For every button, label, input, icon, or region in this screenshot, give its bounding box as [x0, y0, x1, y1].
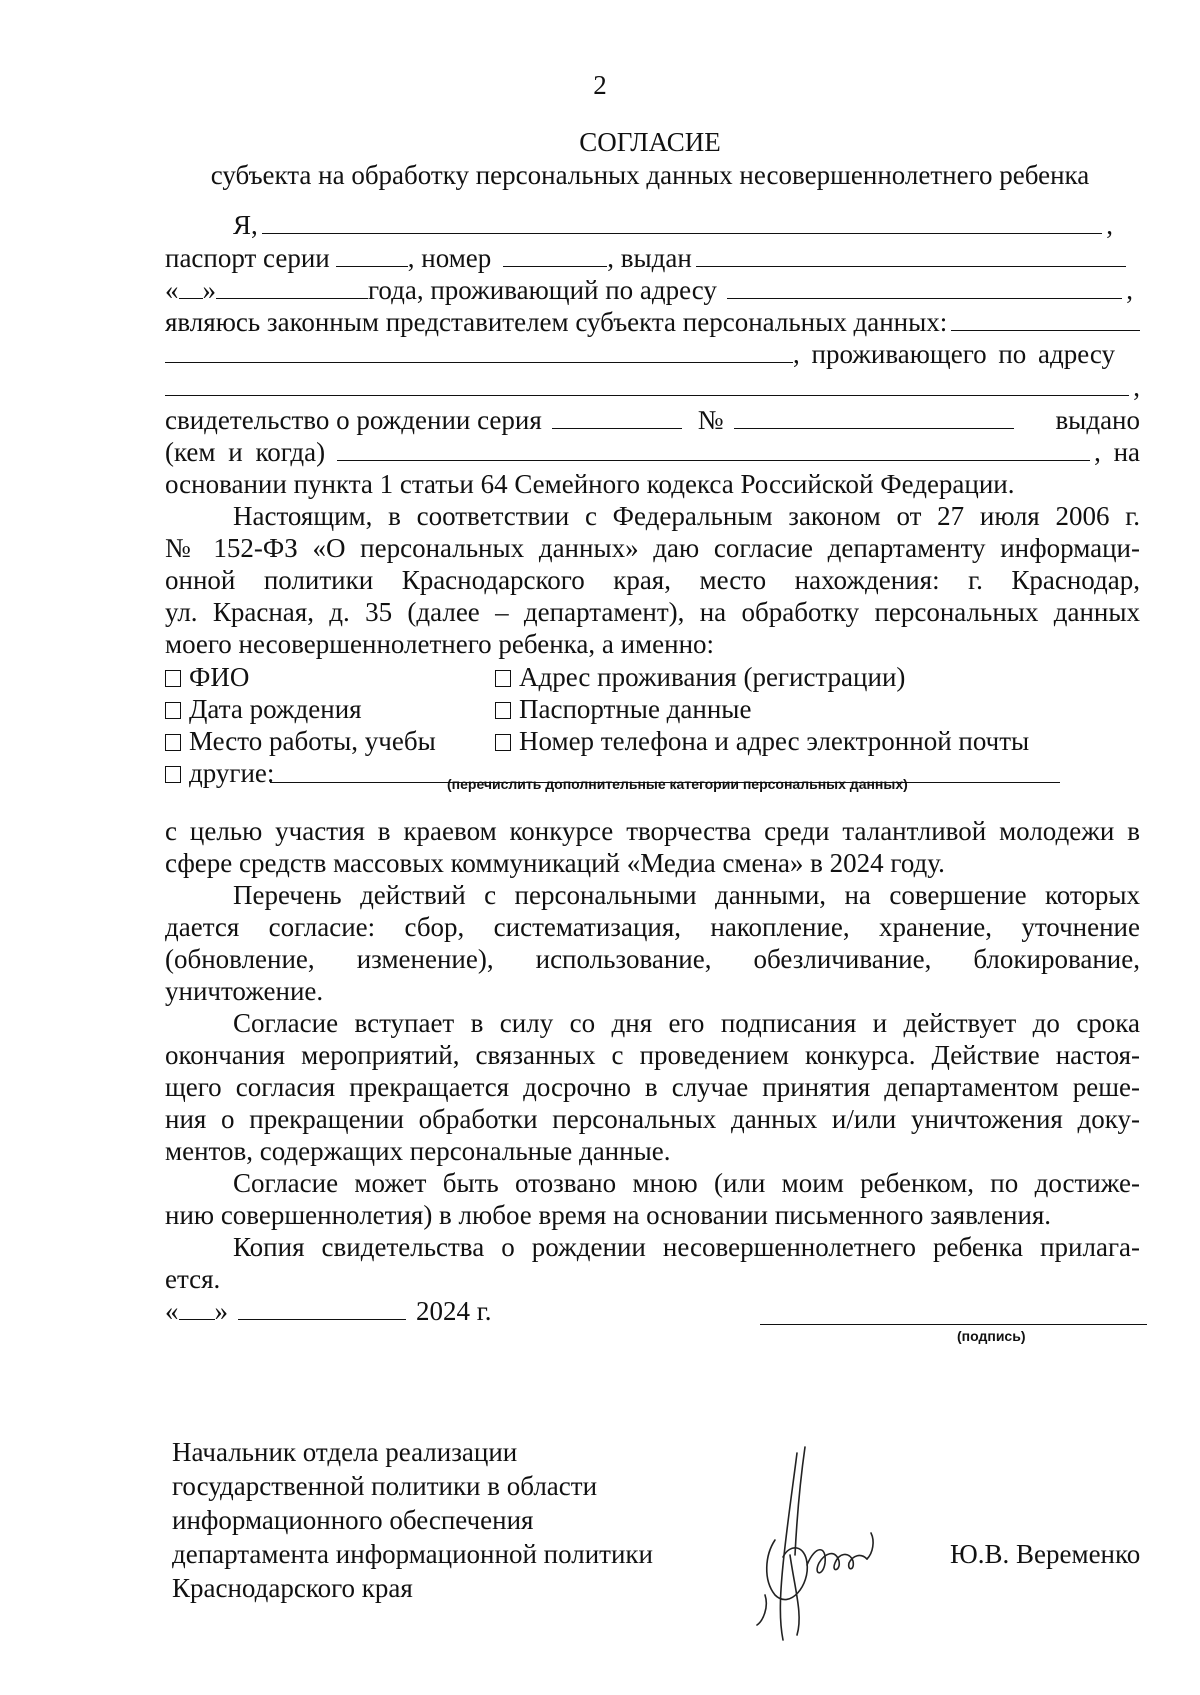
- paragraph-line: ментов, содержащих персональные данные.: [165, 1136, 671, 1166]
- paragraph-line: щего согласия прекращается досрочно в случае принятия департаментом реше-: [165, 1072, 1140, 1102]
- position-line: Начальник отдела реализации: [172, 1437, 518, 1467]
- date-field[interactable]: [216, 276, 368, 299]
- checkbox-fio[interactable]: [165, 662, 249, 693]
- position-line: департамента информационной политики: [172, 1539, 653, 1569]
- checkbox-phone[interactable]: [495, 726, 1029, 757]
- checkbox-icon[interactable]: [495, 702, 511, 719]
- paragraph-line: онной политики Краснодарского края, место нахождения: г. Краснодар,: [165, 565, 1140, 595]
- birth-cert-series-field[interactable]: [552, 406, 682, 429]
- form-line-name: [233, 210, 1113, 241]
- representative-label: являюсь законным представителем субъекта персональных данных:: [165, 307, 948, 337]
- passport-series-field[interactable]: [336, 244, 408, 267]
- handwritten-signature: [735, 1445, 895, 1645]
- paragraph-line: ния о прекращении обработки персональных данных и/или уничтожения доку-: [165, 1104, 1140, 1134]
- form-line-child-address: [165, 372, 1140, 403]
- document-title: СОГЛАСИЕ: [579, 127, 721, 157]
- child-address-field[interactable]: [165, 373, 1129, 396]
- signatory-name: Ю.В. Веременко: [950, 1539, 1141, 1569]
- paragraph-line: окончания мероприятий, связанных с проведением конкурса. Действие настоя-: [165, 1040, 1140, 1070]
- by-whom-field[interactable]: [337, 438, 1090, 461]
- passport-number-field[interactable]: [503, 244, 607, 267]
- representative-field[interactable]: [951, 308, 1140, 331]
- paragraph-line: дается согласие: сбор, систематизация, накопление, хранение, уточнение: [165, 912, 1140, 942]
- issued2-label: выдано: [1055, 405, 1140, 435]
- quote-close: »: [202, 275, 216, 305]
- checkbox-icon[interactable]: [495, 734, 511, 751]
- year-residing-label: года, проживающий по адресу: [368, 275, 717, 305]
- on-label: , на: [1094, 437, 1140, 467]
- date-line: [165, 1296, 492, 1327]
- form-line-date-address: [165, 275, 1133, 306]
- checkbox-icon[interactable]: [165, 766, 181, 783]
- form-line-representative: [165, 307, 1140, 338]
- position-line: Краснодарского края: [172, 1573, 413, 1603]
- checkbox-label: Дата рождения: [189, 694, 362, 724]
- form-line-birth-cert: [165, 405, 1140, 436]
- paragraph-line: Согласие может быть отозвано мною (или моим ребенком, по достиже-: [233, 1168, 1140, 1198]
- sign-day-field[interactable]: [179, 1297, 215, 1320]
- passport-series-label: паспорт серии: [165, 243, 330, 273]
- checkbox-work[interactable]: [165, 726, 436, 757]
- position-line: информационного обеспечения: [172, 1505, 534, 1535]
- by-whom-label: (кем и когда): [165, 437, 326, 467]
- page-number: 2: [593, 70, 607, 100]
- checkbox-passport[interactable]: [495, 694, 751, 725]
- paragraph-line: моего несовершеннолетнего ребенка, а именно:: [165, 629, 715, 659]
- date-year: 2024 г.: [416, 1296, 492, 1326]
- issued-label: , выдан: [607, 243, 692, 273]
- name-field[interactable]: [262, 211, 1102, 234]
- issued-field[interactable]: [696, 244, 1126, 267]
- basis-line: основании пункта 1 статьи 64 Семейного кодекса Российской Федерации.: [165, 469, 1015, 499]
- comma: ,: [1133, 372, 1140, 402]
- checkbox-icon[interactable]: [495, 670, 511, 687]
- residing-address-label: , проживающего по адресу: [793, 339, 1116, 369]
- sign-month-field[interactable]: [238, 1297, 406, 1320]
- paragraph-line: уничтожение.: [165, 976, 324, 1006]
- birth-cert-label: свидетельство о рождении серия: [165, 405, 542, 435]
- paragraph-line: с целью участия в краевом конкурсе творчества среди талантливой молодежи в: [165, 816, 1140, 846]
- checkbox-address[interactable]: [495, 662, 905, 693]
- day-field[interactable]: [179, 276, 203, 299]
- form-line-child: [165, 339, 1140, 370]
- paragraph-line: № 152-ФЗ «О персональных данных» даю согласие департаменту информаци-: [165, 533, 1140, 563]
- comma: ,: [1106, 210, 1113, 240]
- ya-label: Я,: [233, 210, 258, 240]
- paragraph-line: ул. Красная, д. 35 (далее – департамент), на обработку персональных данных: [165, 597, 1140, 627]
- quote-open: «: [165, 275, 179, 305]
- paragraph-line: ется.: [165, 1264, 221, 1294]
- checkbox-other[interactable]: [165, 758, 274, 789]
- form-line-by-whom: [165, 437, 1140, 468]
- document-subtitle: субъекта на обработку персональных данных несовершеннолетнего ребенка: [210, 160, 1090, 190]
- quote-close: »: [214, 1296, 228, 1326]
- checkbox-birthdate[interactable]: [165, 694, 362, 725]
- checkbox-icon[interactable]: [165, 734, 181, 751]
- checkbox-label: Место работы, учебы: [189, 726, 436, 756]
- paragraph-line: нию совершеннолетия) в любое время на основании письменного заявления.: [165, 1200, 1052, 1230]
- form-line-passport: [165, 243, 1140, 274]
- number-label: , номер: [407, 243, 492, 273]
- checkbox-label: ФИО: [189, 662, 250, 692]
- paragraph-line: Согласие вступает в силу со дня его подписания и действует до срока: [233, 1008, 1140, 1038]
- checkbox-label: Паспортные данные: [519, 694, 752, 724]
- paragraph-line: Перечень действий с персональными данными, на совершение которых: [233, 880, 1140, 910]
- child-name-field[interactable]: [165, 340, 793, 363]
- paragraph-line: (обновление, изменение), использование, обезличивание, блокирование,: [165, 944, 1140, 974]
- birth-cert-number-field[interactable]: [734, 406, 1014, 429]
- checkbox-icon[interactable]: [165, 702, 181, 719]
- quote-open: «: [165, 1296, 179, 1326]
- checkbox-label: Номер телефона и адрес электронной почты: [519, 726, 1030, 756]
- checkbox-label: другие:: [189, 758, 275, 788]
- paragraph-line: Настоящим, в соответствии с Федеральным законом от 27 июля 2006 г.: [233, 501, 1140, 531]
- checkbox-label: Адрес проживания (регистрации): [519, 662, 906, 692]
- checkbox-icon[interactable]: [165, 670, 181, 687]
- other-hint: (перечислить дополнительные категории персональных данных): [447, 776, 908, 792]
- address-field[interactable]: [727, 276, 1122, 299]
- signature-hint: (подпись): [957, 1328, 1026, 1344]
- signature-field[interactable]: [760, 1300, 1147, 1325]
- position-line: государственной политики в области: [172, 1471, 598, 1501]
- comma: ,: [1126, 275, 1133, 305]
- paragraph-line: сфере средств массовых коммуникаций «Медиа смена» в 2024 году.: [165, 848, 945, 878]
- no-label: №: [697, 405, 724, 435]
- paragraph-line: Копия свидетельства о рождении несовершеннолетнего ребенка прилага-: [233, 1232, 1140, 1262]
